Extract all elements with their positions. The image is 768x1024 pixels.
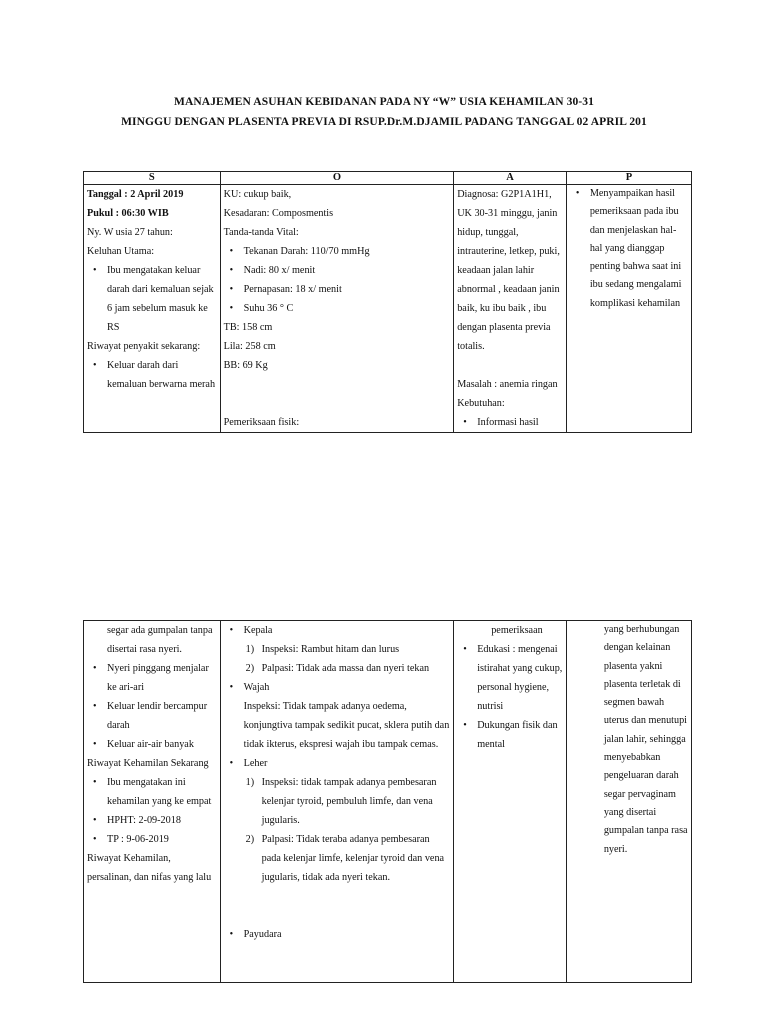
list-item: • Ibu mengatakan keluar darah dari kemaluan sejak 6 jam sebelum masuk ke RS <box>93 265 214 333</box>
list-item: • Keluar lendir bercampur darah <box>93 701 208 731</box>
list-item: • Informasi hasil <box>463 417 539 428</box>
list-item: • Suhu 36 ° C <box>229 303 294 314</box>
plan-list <box>570 185 688 313</box>
list-item: • Tekanan Darah: 110/70 mmHg <box>229 246 370 257</box>
kesadaran: Kesadaran: Composmentis <box>223 208 334 219</box>
keluhan-label: Keluhan Utama: <box>87 246 155 257</box>
list-item: • Nadi: 80 x/ menit <box>229 265 316 276</box>
list-item: • Keluar air-air banyak <box>93 739 194 750</box>
wajah-text: Inspeksi: Tidak tampak adanya oedema, konjungtiva tampak sedikit pucat, sklera putih dan tidak ikterus, ekspresi wajah ibu tampak cemas. <box>243 701 450 750</box>
kepala-sublist <box>244 640 451 678</box>
list-item: • Dukungan fisik dan mental <box>463 720 558 750</box>
list-item: • Kepala 1) Inspeksi: Rambut hitam dan lurus 2) Palpasi: Tidak ada massa dan nyeri tekan <box>244 621 451 678</box>
riwayat-persalinan-label: Riwayat Kehamilan, persalinan, dan nifas yang lalu <box>87 853 212 883</box>
list-item: • Keluar darah dari kemaluan berwarna merah <box>93 360 216 390</box>
s-continuation: segar ada gumpalan tanpa disertai rasa nyeri. <box>107 625 213 655</box>
soap-table-page-2 <box>83 620 692 983</box>
header-s: S <box>84 172 221 185</box>
soap-table-page-1 <box>83 171 692 433</box>
kebutuhan-list <box>457 413 563 432</box>
diagnosa: Diagnosa: G2P1A1H1, UK 30-31 minggu, janin hidup, tunggal, intrauterine, letkep, puki, keadaan jalan lahir abnormal , keadaan janin baik, ku ibu baik , ibu dengan plasenta previa totalis. <box>457 189 560 352</box>
pukul: Pukul : 06:30 WIB <box>87 208 169 219</box>
list-item: • TP : 9-06-2019 <box>93 834 169 845</box>
tb: TB: 158 cm <box>223 322 273 333</box>
list-item: 1) Inspeksi: Rambut hitam dan lurus <box>245 644 400 655</box>
s-list-2 <box>87 773 217 849</box>
list-item: • Pernapasan: 18 x/ menit <box>229 284 342 295</box>
list-item: • Wajah Inspeksi: Tidak tampak adanya oedema, konjungtiva tampak sedikit pucat, sklera putih dan tidak ikterus, ekspresi wajah ibu tampak cemas. <box>244 678 451 754</box>
ttv-list <box>224 242 451 318</box>
subjective-cell <box>84 621 221 983</box>
assessment-cell <box>454 185 567 433</box>
subjective-cell <box>84 185 221 433</box>
objective-cell <box>220 621 454 983</box>
a-continuation: pemeriksaan <box>491 625 543 636</box>
patient-name: Ny. W usia 27 tahun: <box>87 227 173 238</box>
list-item: 1) Inspeksi: tidak tampak adanya pembesaran kelenjar tyroid, pembuluh limfe, dan vena jugularis. <box>245 777 437 826</box>
a-list <box>457 640 563 754</box>
list-item: • Menyampaikan hasil pemeriksaan pada ibu dan menjelaskan hal-hal yang dianggap penting bahwa saat ini ibu sedang mengalami komplikasi kehamilan <box>575 188 682 309</box>
riwayat-kehamilan-label: Riwayat Kehamilan Sekarang <box>87 758 209 769</box>
list-item: • HPHT: 2-09-2018 <box>93 815 181 826</box>
list-item: 2) Palpasi: Tidak ada massa dan nyeri tekan <box>245 663 430 674</box>
payudara-list <box>224 925 451 944</box>
ku: KU: cukup baik, <box>223 189 292 200</box>
document-title-line-2: MINGGU DENGAN PLASENTA PREVIA DI RSUP.Dr.M.DJAMIL PADANG TANGGAL 02 APRIL 201 <box>121 116 647 128</box>
p-continuation: yang berhubungan dengan kelainan plasenta yakni plasenta terletak di segmen bawah uterus dan menutupi jalan lahir, sehingga menyebabkan pengeluaran darah segar pervaginam yang disertai gumpalan tanpa rasa nyeri. <box>603 624 688 855</box>
list-item: • Leher 1) Inspeksi: tidak tampak adanya pembesaran kelenjar tyroid, pembuluh limfe, dan vena jugularis. 2) Palpasi: Tidak teraba adanya pembesaran pada kelenjar limfe, kelenjar tyroid dan vena jugularis, tidak ada nyeri tekan. <box>244 754 451 887</box>
leher-sublist <box>244 773 451 887</box>
masalah: Masalah : anemia ringan <box>457 379 558 390</box>
assessment-cell <box>454 621 567 983</box>
tanggal: Tanggal : 2 April 2019 <box>87 189 184 200</box>
header-o: O <box>220 172 454 185</box>
s-list-1 <box>87 659 217 754</box>
kepala-list <box>224 621 451 887</box>
document-title-line-1: MANAJEMEN ASUHAN KEBIDANAN PADA NY “W” USIA KEHAMILAN 30-31 <box>174 96 594 108</box>
pemeriksaan-fisik-label: Pemeriksaan fisik: <box>223 417 300 428</box>
list-item: • Edukasi : mengenai istirahat yang cukup, personal hygiene, nutrisi <box>463 644 563 712</box>
kebutuhan-label: Kebutuhan: <box>457 398 505 409</box>
header-p: P <box>566 172 691 185</box>
header-a: A <box>454 172 567 185</box>
bb: BB: 69 Kg <box>223 360 268 371</box>
objective-cell <box>220 185 454 433</box>
ttv-label: Tanda-tanda Vital: <box>223 227 299 238</box>
plan-cell <box>566 621 691 983</box>
riwayat-label: Riwayat penyakit sekarang: <box>87 341 201 352</box>
list-item: 2) Palpasi: Tidak teraba adanya pembesaran pada kelenjar limfe, kelenjar tyroid dan vena jugularis, tidak ada nyeri tekan. <box>245 834 445 883</box>
list-item: • Ibu mengatakan ini kehamilan yang ke empat <box>93 777 212 807</box>
keluhan-list <box>87 261 217 337</box>
list-item: • Nyeri pinggang menjalar ke ari-ari <box>93 663 209 693</box>
lila: Lila: 258 cm <box>223 341 276 352</box>
plan-cell <box>566 185 691 433</box>
list-item: • Payudara <box>229 929 282 940</box>
riwayat-list <box>87 356 217 394</box>
